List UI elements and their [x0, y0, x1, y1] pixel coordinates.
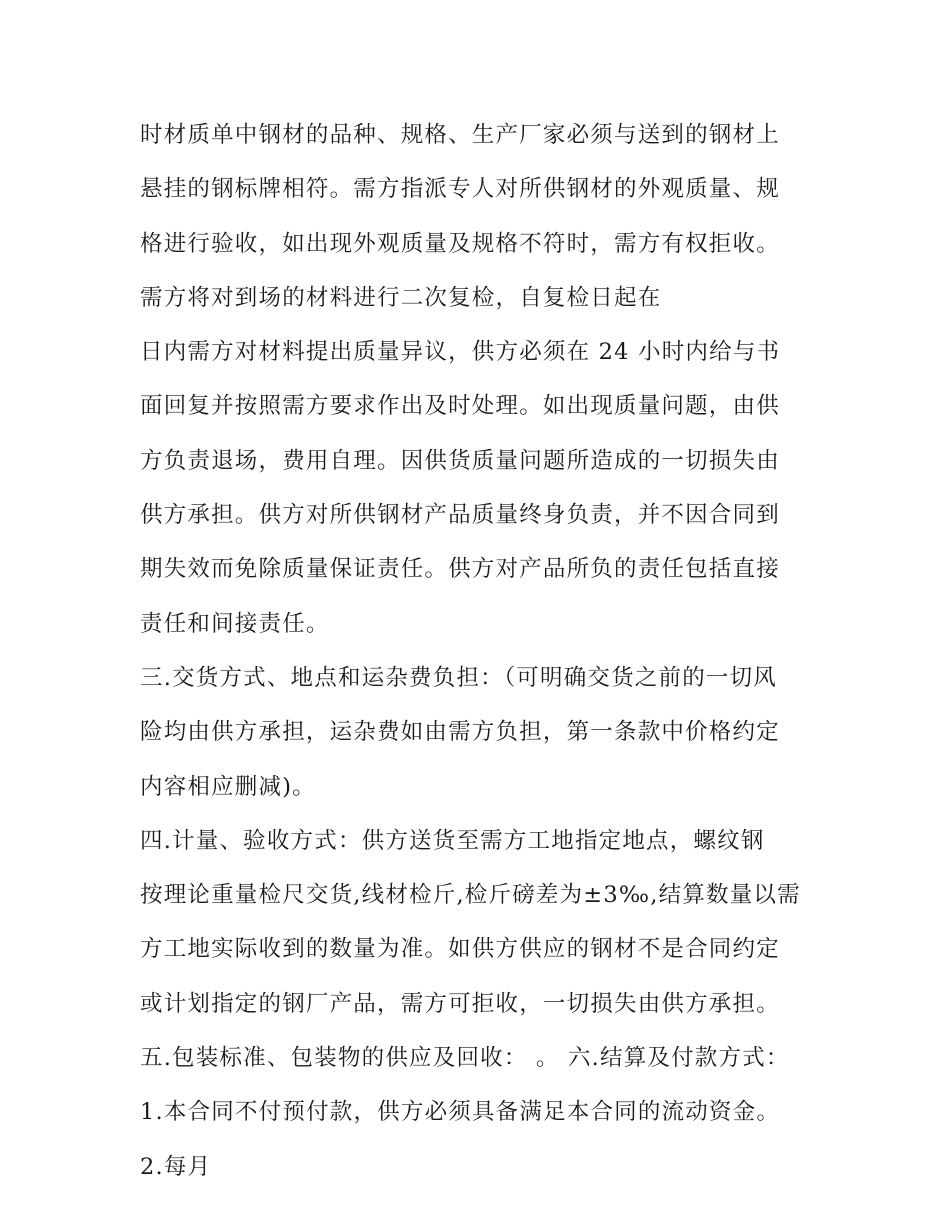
text-line: 格进行验收，如出现外观质量及规格不符时，需方有权拒收。 [140, 230, 780, 257]
text-line: 险均由供方承担，运杂费如由需方负担，第一条款中价格约定 [140, 719, 780, 746]
section-heading-line: 五.包装标准、包装物的供应及回收： 。 六.结算及付款方式： [140, 1045, 790, 1072]
list-item-line: 2.每月 [140, 1153, 212, 1180]
section-heading-line: 四.计量、验收方式：供方送货至需方工地指定地点，螺纹钢 [140, 827, 765, 854]
text-line: 供方承担。供方对所供钢材产品质量终身负责，并不因合同到 [140, 502, 780, 529]
text-line: 方工地实际收到的数量为准。如供方供应的钢材不是合同约定 [140, 936, 780, 963]
text-line: 内容相应删减)。 [140, 773, 316, 800]
text-line: 日内需方对材料提出质量异议，供方必须在 24 小时内给与书 [140, 339, 781, 366]
text-line: 面回复并按照需方要求作出及时处理。如出现质量问题，由供 [140, 393, 780, 420]
document-body [140, 108, 830, 1194]
text-line: 方负责退场，费用自理。因供货质量问题所造成的一切损失由 [140, 447, 780, 474]
text-line: 悬挂的钢标牌相符。需方指派专人对所供钢材的外观质量、规 [140, 176, 780, 203]
text-line: 需方将对到场的材料进行二次复检，自复检日起在 [140, 284, 662, 311]
text-line: 责任和间接责任。 [140, 610, 330, 637]
text-line: 按理论重量检尺交货,线材检斤,检斤磅差为±3‰,结算数量以需 [140, 882, 801, 909]
section-heading-line: 三.交货方式、地点和运杂费负担：（可明确交货之前的一切风 [140, 664, 778, 691]
list-item-line: 1.本合同不付预付款，供方必须具备满足本合同的流动资金。 [140, 1099, 781, 1126]
text-line: 期失效而免除质量保证责任。供方对产品所负的责任包括直接 [140, 556, 780, 583]
text-line: 或计划指定的钢厂产品，需方可拒收，一切损失由供方承担。 [140, 990, 780, 1017]
text-line: 时材质单中钢材的品种、规格、生产厂家必须与送到的钢材上 [140, 122, 780, 148]
